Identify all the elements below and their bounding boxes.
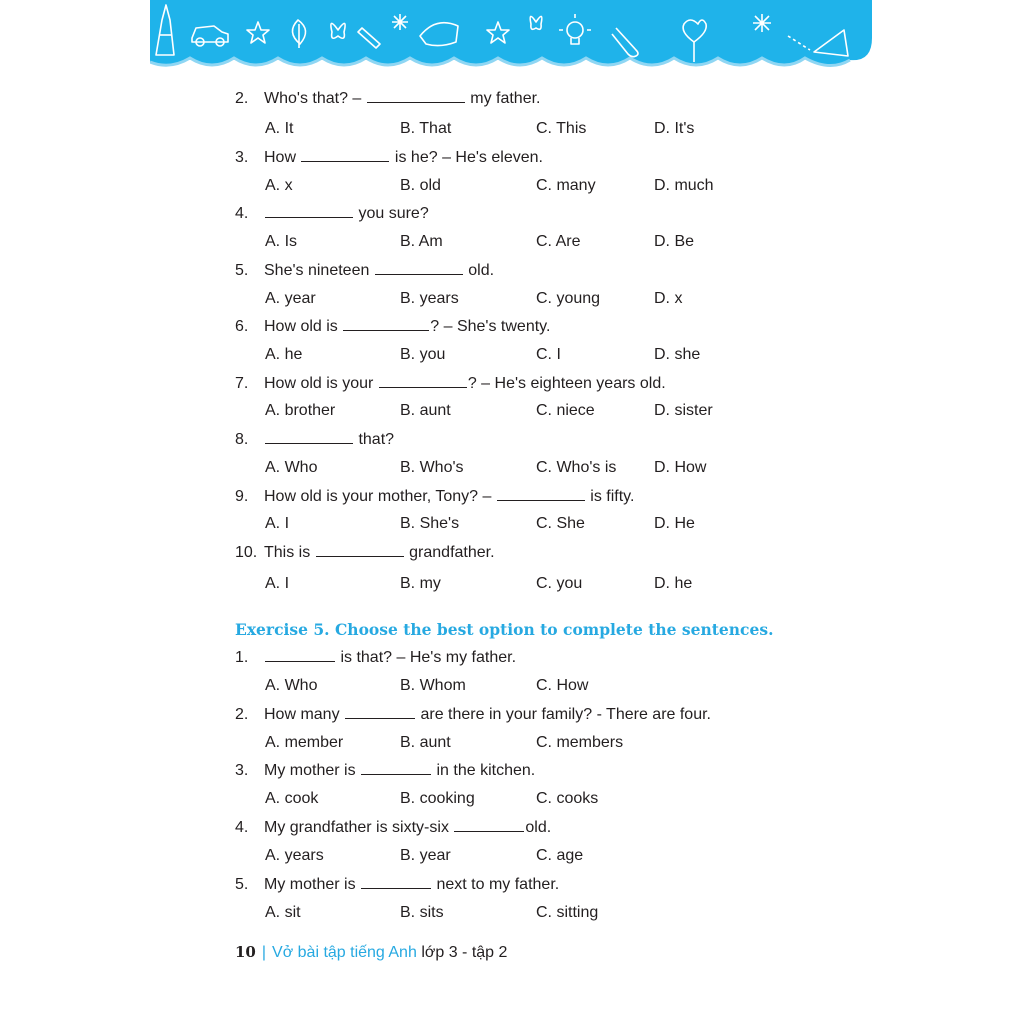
option-a: A. I [265,515,290,532]
question-number: 3. [235,762,249,779]
question-7 [235,375,666,393]
question-text: My grandfather is sixty-six [264,819,449,836]
option-a: A. Is [265,233,298,250]
option-a: A. year [265,290,316,307]
answer-blank [265,431,353,444]
option-d: D. much [654,177,714,194]
option-c: C. Are [536,233,581,250]
option-b: B. old [400,177,441,194]
option-d: D. x [654,290,683,307]
option-a: A. he [265,346,303,363]
question-text: in the kitchen. [436,762,536,779]
snowflake-icon [392,14,408,30]
option-d: D. sister [654,402,713,419]
question-text: is that? – He's my father. [340,649,517,666]
option-b: B. sits [400,904,444,921]
question-9 [235,488,634,506]
option-d: D. How [654,459,707,476]
footer-separator: | [261,944,267,961]
option-b: B. my [400,575,441,592]
option-b: B. That [400,120,452,137]
option-d: D. He [654,515,695,532]
question-text: grandfather. [409,544,495,561]
question-text: She's nineteen [264,262,370,279]
question-8 [235,431,394,449]
question-text: old. [468,262,495,279]
question-2 [235,90,540,108]
question-text: How many [264,706,340,723]
answer-blank [454,819,524,832]
question-text: is fifty. [590,488,635,505]
snowflake-icon [753,14,771,32]
option-b: B. year [400,847,451,864]
question-number: 5. [235,876,249,893]
question-text: old. [525,819,552,836]
question-text: ? – He's eighteen years old. [467,375,666,392]
option-c: C. cooks [536,790,599,807]
option-b: B. you [400,346,446,363]
question-4 [235,205,429,223]
question-3 [235,762,535,780]
answer-blank [361,762,431,775]
question-number: 9. [235,488,249,505]
option-c: C. young [536,290,601,307]
question-text: How old is your [264,375,374,392]
option-c: C. Who's is [536,459,617,476]
answer-blank [375,262,463,275]
question-number: 3. [235,149,249,166]
question-text: My mother is [264,876,356,893]
question-text: you sure? [358,205,429,222]
option-a: A. years [265,847,324,864]
option-a: A. Who [265,677,318,694]
question-4 [235,819,551,837]
exercise-5-title: Exercise 5. Choose the best option to complete the sentences. [235,620,774,639]
question-5 [235,876,559,894]
answer-blank [361,876,431,889]
page-number: 10 [235,943,256,961]
question-number: 6. [235,318,249,335]
question-text: are there in your family? - There are four. [420,706,711,723]
question-1 [235,649,516,667]
question-text: my father. [470,90,541,107]
answer-blank [265,205,353,218]
option-b: B. Am [400,233,443,250]
option-a: A. It [265,120,294,137]
answer-blank [497,488,585,501]
question-3 [235,149,543,167]
question-number: 7. [235,375,249,392]
option-c: C. She [536,515,585,532]
question-text: next to my father. [436,876,560,893]
option-b: B. Who's [400,459,464,476]
question-text: This is [264,544,311,561]
answer-blank [379,375,467,388]
option-c: C. sitting [536,904,599,921]
question-text: How old is your mother, Tony? – [264,488,492,505]
question-number: 4. [235,819,249,836]
option-d: D. Be [654,233,695,250]
option-a: A. sit [265,904,301,921]
option-c: C. you [536,575,583,592]
question-text: How [264,149,297,166]
answer-blank [367,90,465,103]
answer-blank [265,649,335,662]
option-d: D. he [654,575,693,592]
option-c: C. How [536,677,589,694]
book-title: Vở bài tập tiếng Anh [272,944,417,961]
option-d: D. It's [654,120,695,137]
question-2 [235,706,711,724]
answer-blank [343,318,429,331]
question-number: 2. [235,706,249,723]
header-banner [150,0,872,70]
question-text: How old is [264,318,338,335]
option-a: A. Who [265,459,318,476]
question-number: 8. [235,431,249,448]
question-text: ? – She's twenty. [430,318,551,335]
question-text: My mother is [264,762,356,779]
question-10 [235,544,495,562]
question-6 [235,318,550,336]
option-c: C. members [536,734,624,751]
answer-blank [301,149,389,162]
question-number: 5. [235,262,249,279]
option-b: B. aunt [400,734,451,751]
question-text: is he? – He's eleven. [394,149,543,166]
option-c: C. This [536,120,587,137]
answer-blank [345,706,415,719]
option-c: C. I [536,346,561,363]
question-number: 2. [235,90,249,107]
question-number: 4. [235,205,249,222]
question-5 [235,262,494,280]
answer-blank [316,544,404,557]
option-c: C. many [536,177,596,194]
book-volume: lớp 3 - tập 2 [421,944,508,961]
question-text: Who's that? – [264,90,362,107]
question-number: 1. [235,649,249,666]
option-b: B. Whom [400,677,466,694]
option-c: C. age [536,847,584,864]
option-a: A. cook [265,790,319,807]
option-c: C. niece [536,402,595,419]
question-number: 10. [235,544,258,561]
option-b: B. aunt [400,402,451,419]
option-d: D. she [654,346,701,363]
option-b: B. cooking [400,790,475,807]
option-a: A. x [265,177,293,194]
page-footer [235,943,507,962]
option-a: A. I [265,575,290,592]
option-b: B. years [400,290,459,307]
option-b: B. She's [400,515,460,532]
option-a: A. member [265,734,344,751]
question-text: that? [358,431,395,448]
option-a: A. brother [265,402,336,419]
